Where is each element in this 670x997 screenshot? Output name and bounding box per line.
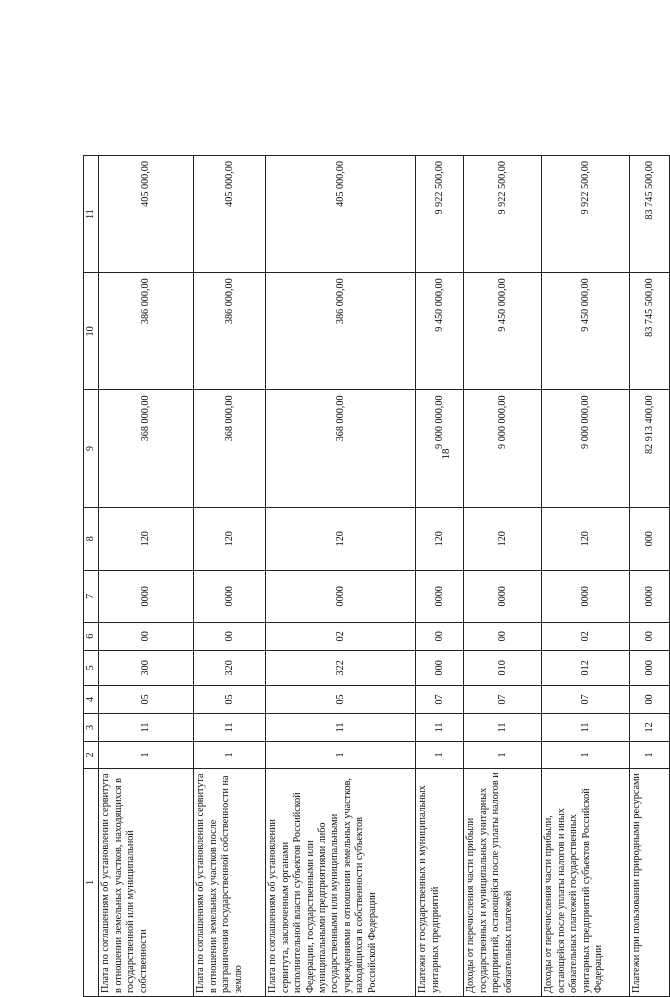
code-cell: 0000 xyxy=(194,570,266,622)
code-cell: 300 xyxy=(99,650,194,685)
revenue-name: Доходы от перечисления части прибыли, остающейся после уплаты налогов и иных обязательных платежей государственных унитарных предприятий субъектов Российской Федерации xyxy=(542,768,630,996)
code-cell: 1 xyxy=(266,741,416,768)
amount-cell: 9 922 500,00 xyxy=(542,156,630,273)
table-row xyxy=(416,156,464,997)
code-cell: 1 xyxy=(464,741,542,768)
header-cell: 8 xyxy=(84,507,99,570)
header-cell: 9 xyxy=(84,390,99,507)
amount-cell: 368 000,00 xyxy=(99,390,194,507)
code-cell: 00 xyxy=(464,622,542,650)
amount-cell: 386 000,00 xyxy=(194,273,266,390)
code-cell: 11 xyxy=(266,713,416,741)
table-row xyxy=(542,156,630,997)
code-cell: 02 xyxy=(266,622,416,650)
amount-cell: 386 000,00 xyxy=(99,273,194,390)
amount-cell: 386 000,00 xyxy=(266,273,416,390)
amount-cell: 9 922 500,00 xyxy=(464,156,542,273)
revenue-name: Плата по соглашениям об установлении сервитута в отношении земельных участков, находящихся в государственной или муниципальной собственности xyxy=(99,768,194,996)
code-cell: 00 xyxy=(630,622,670,650)
code-cell: 0000 xyxy=(630,570,670,622)
page-number: 18 xyxy=(440,448,452,460)
revenue-name: Доходы от перечисления части прибыли государственных и муниципальных унитарных предприятий, остающейся после уплаты налогов и обязательных платежей xyxy=(464,768,542,996)
budget-revenue-table xyxy=(83,155,670,997)
code-cell: 0000 xyxy=(464,570,542,622)
amount-cell: 9 450 000,00 xyxy=(416,273,464,390)
code-cell: 1 xyxy=(542,741,630,768)
code-cell: 1 xyxy=(416,741,464,768)
amount-cell: 405 000,00 xyxy=(266,156,416,273)
table-row xyxy=(464,156,542,997)
revenue-name: Платежи при пользовании природными ресурсами xyxy=(630,768,670,996)
amount-cell: 405 000,00 xyxy=(99,156,194,273)
code-cell: 11 xyxy=(99,713,194,741)
code-cell: 07 xyxy=(542,685,630,713)
code-cell: 02 xyxy=(542,622,630,650)
code-cell: 1 xyxy=(630,741,670,768)
code-cell: 120 xyxy=(416,507,464,570)
amount-cell: 9 450 000,00 xyxy=(464,273,542,390)
code-cell: 05 xyxy=(266,685,416,713)
header-cell: 6 xyxy=(84,622,99,650)
amount-cell: 368 000,00 xyxy=(194,390,266,507)
amount-cell: 405 000,00 xyxy=(194,156,266,273)
table-row xyxy=(630,156,670,997)
amount-cell: 83 745 500,00 xyxy=(630,273,670,390)
revenue-name: Платежи от государственных и муниципальных унитарных предприятий xyxy=(416,768,464,996)
code-cell: 0000 xyxy=(99,570,194,622)
table-row xyxy=(194,156,266,997)
code-cell: 11 xyxy=(194,713,266,741)
code-cell: 120 xyxy=(464,507,542,570)
amount-cell: 9 922 500,00 xyxy=(416,156,464,273)
header-cell: 1 xyxy=(84,768,99,996)
revenue-name: Плата по соглашениям об установлении сервитута в отношении земельных участков после разграничения государственной собственности на землю xyxy=(194,768,266,996)
code-cell: 0000 xyxy=(416,570,464,622)
amount-cell: 9 000 000,00 xyxy=(464,390,542,507)
code-cell: 00 xyxy=(194,622,266,650)
header-cell: 11 xyxy=(84,156,99,273)
code-cell: 00 xyxy=(416,622,464,650)
code-cell: 05 xyxy=(99,685,194,713)
header-cell: 10 xyxy=(84,273,99,390)
code-cell: 11 xyxy=(416,713,464,741)
amount-cell: 83 745 500,00 xyxy=(630,156,670,273)
header-cell: 7 xyxy=(84,570,99,622)
code-cell: 000 xyxy=(630,650,670,685)
code-cell: 11 xyxy=(464,713,542,741)
code-cell: 1 xyxy=(99,741,194,768)
header-row xyxy=(84,156,99,997)
amount-cell: 9 000 000,00 xyxy=(416,390,464,507)
table-row xyxy=(99,156,194,997)
budget-table-container xyxy=(83,155,655,997)
code-cell: 00 xyxy=(630,685,670,713)
amount-cell: 368 000,00 xyxy=(266,390,416,507)
code-cell: 012 xyxy=(542,650,630,685)
code-cell: 0000 xyxy=(266,570,416,622)
header-cell: 2 xyxy=(84,741,99,768)
code-cell: 00 xyxy=(99,622,194,650)
table-row xyxy=(266,156,416,997)
amount-cell: 82 913 400,00 xyxy=(630,390,670,507)
code-cell: 05 xyxy=(194,685,266,713)
header-cell: 3 xyxy=(84,713,99,741)
code-cell: 120 xyxy=(266,507,416,570)
code-cell: 1 xyxy=(194,741,266,768)
code-cell: 12 xyxy=(630,713,670,741)
code-cell: 07 xyxy=(464,685,542,713)
header-cell: 4 xyxy=(84,685,99,713)
code-cell: 11 xyxy=(542,713,630,741)
amount-cell: 9 450 000,00 xyxy=(542,273,630,390)
code-cell: 07 xyxy=(416,685,464,713)
code-cell: 0000 xyxy=(542,570,630,622)
code-cell: 120 xyxy=(99,507,194,570)
code-cell: 320 xyxy=(194,650,266,685)
code-cell: 000 xyxy=(416,650,464,685)
code-cell: 010 xyxy=(464,650,542,685)
header-cell: 5 xyxy=(84,650,99,685)
revenue-name: Плата по соглашениям об установлении сервитута, заключенным органами исполнительной власти субъектов Российской Федерации, государственными или муниципальными предприятиями либо государственными или муниципальными учреждениями в отношении земельных участков, находящихся в собственности субъектов Российской Федерации xyxy=(266,768,416,996)
code-cell: 120 xyxy=(542,507,630,570)
code-cell: 322 xyxy=(266,650,416,685)
amount-cell: 9 000 000,00 xyxy=(542,390,630,507)
code-cell: 000 xyxy=(630,507,670,570)
code-cell: 120 xyxy=(194,507,266,570)
